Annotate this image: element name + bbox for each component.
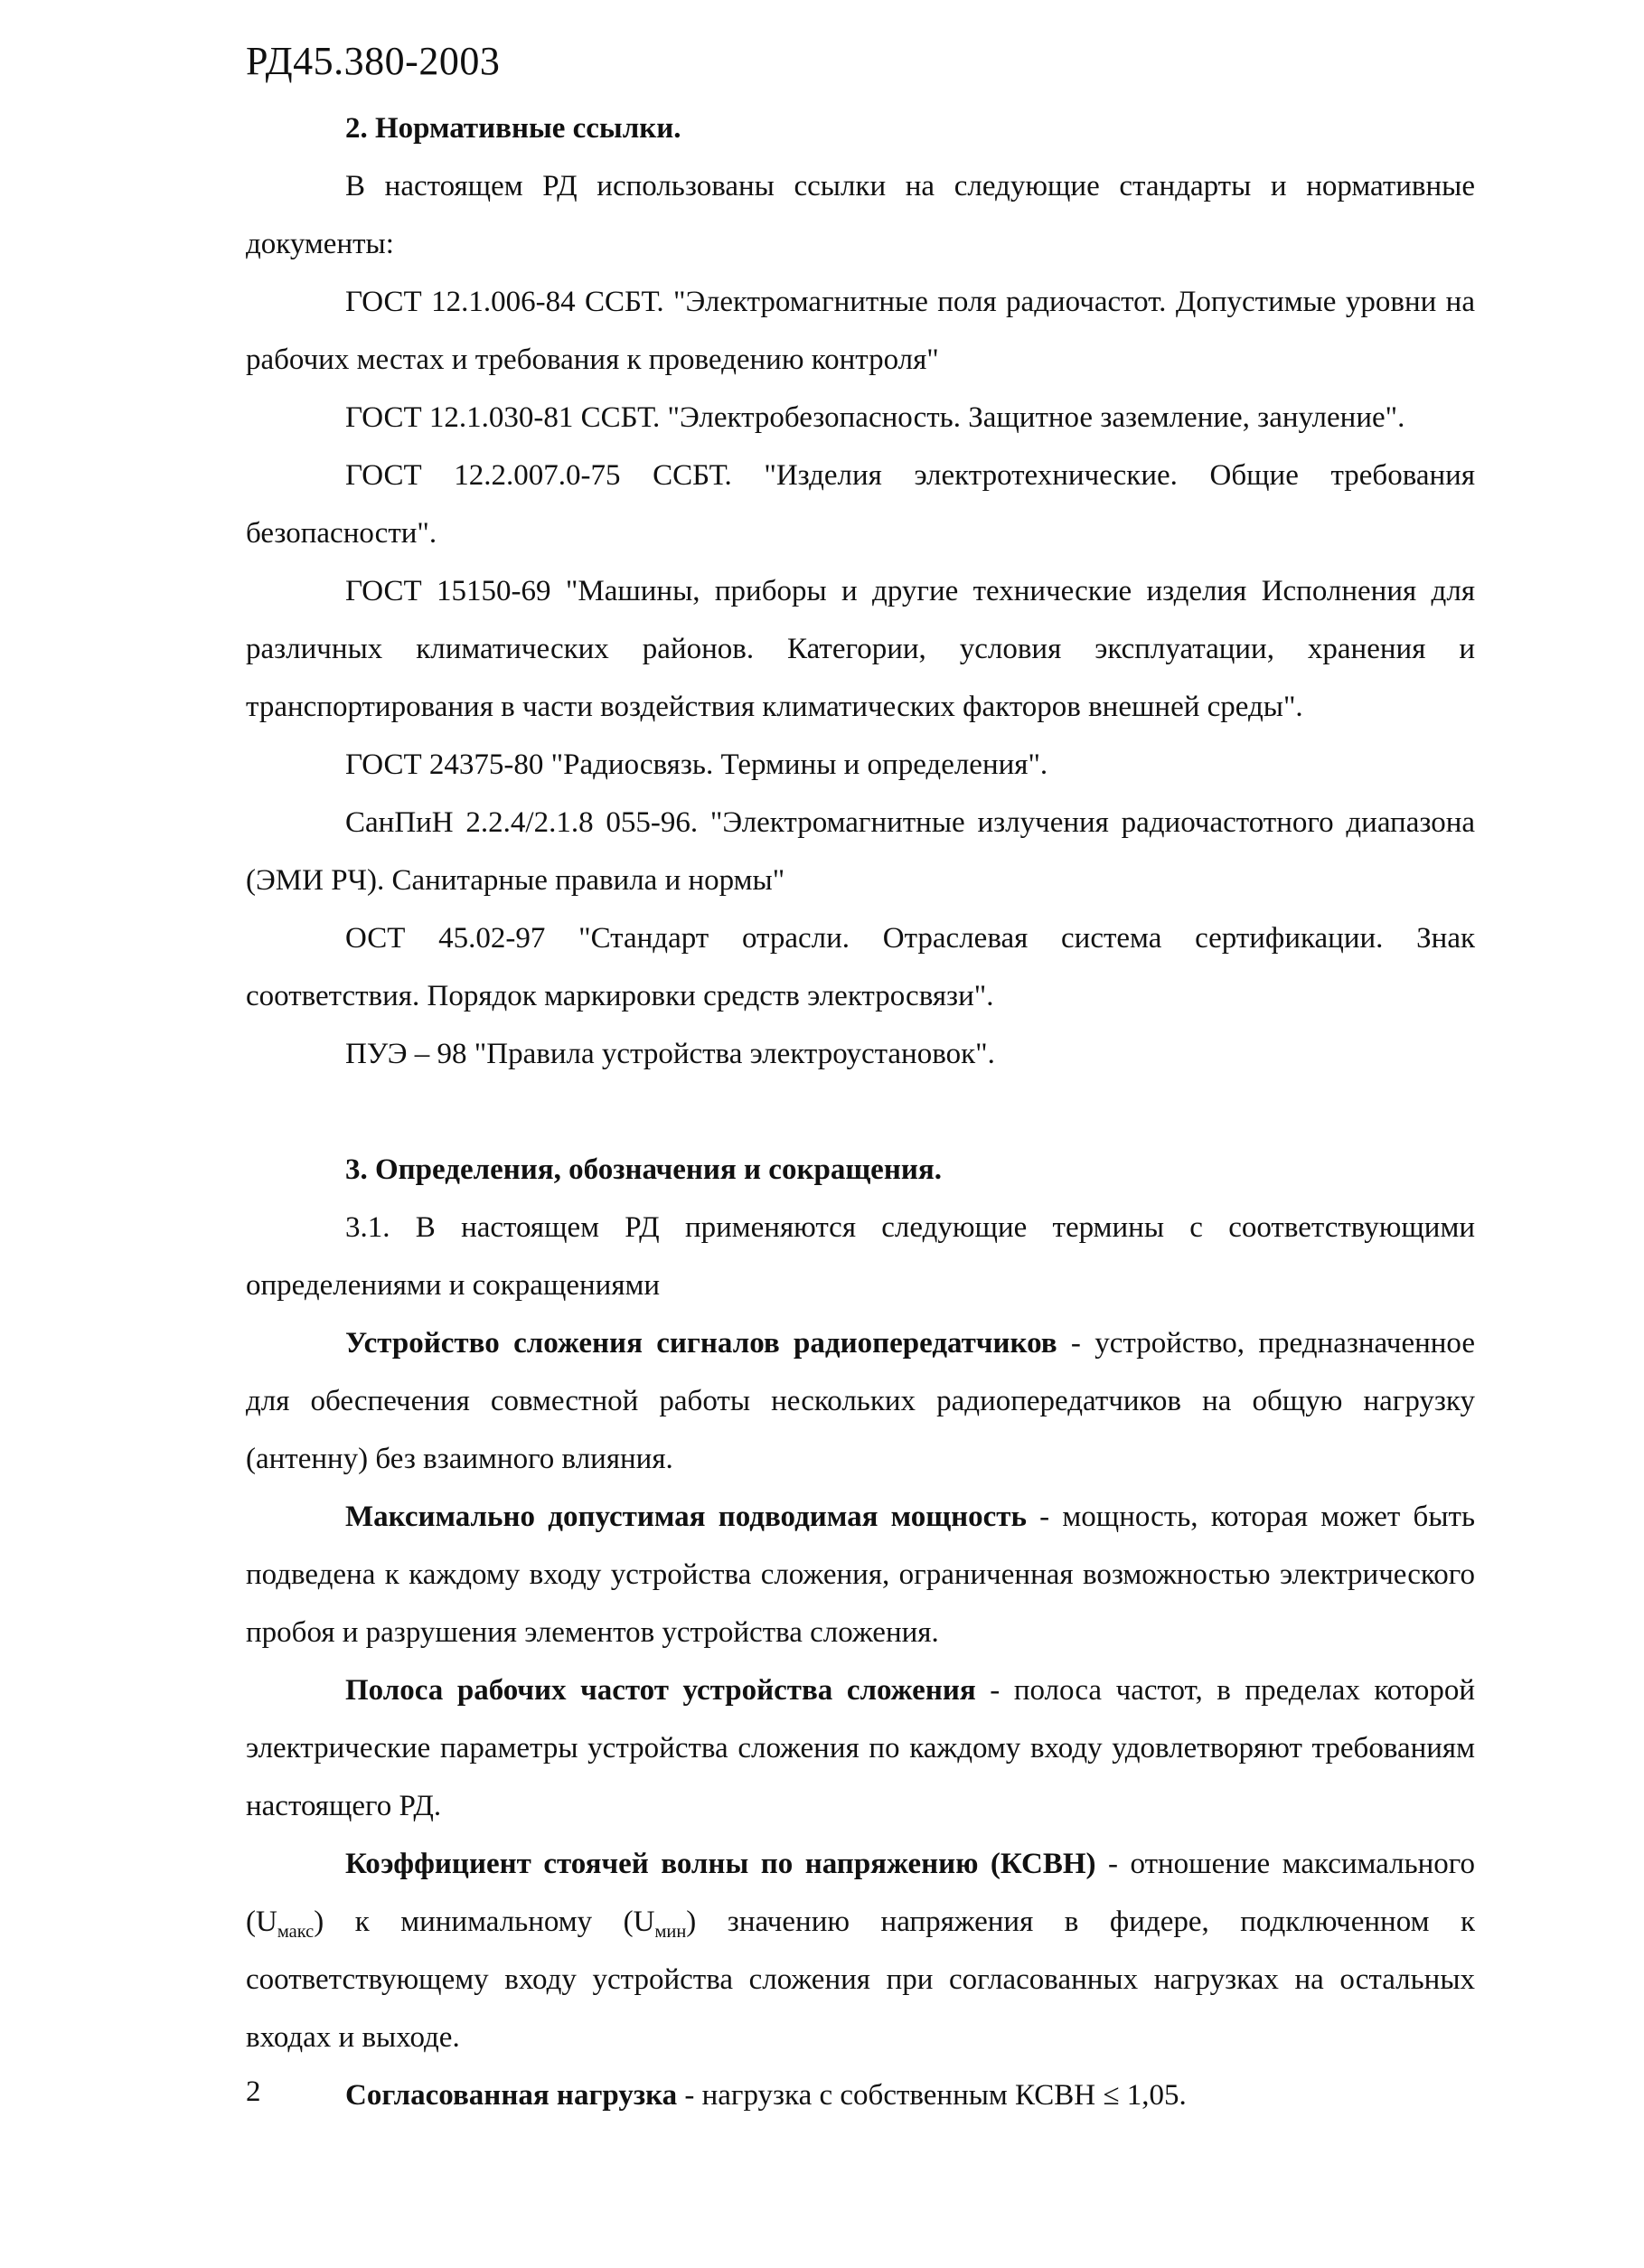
reference-item: СанПиН 2.2.4/2.1.8 055-96. "Электромагнитные излучения радиочастотного диапазона (ЭМИ РЧ). Санитарные правила и нормы" — [246, 806, 1475, 897]
definition-term: Максимально допустимая подводимая мощность — [345, 1501, 1027, 1533]
document-body — [246, 99, 1475, 2124]
reference-item: ГОСТ 24375-80 "Радиосвязь. Термины и определения". — [345, 748, 1048, 781]
section-3-intro: 3.1. В настоящем РД применяются следующие термины с соответствующими определениями и сокращениями — [246, 1211, 1475, 1302]
definition — [246, 1488, 1475, 1661]
reference-item: ОСТ 45.02-97 "Стандарт отрасли. Отраслевая система сертификации. Знак соответствия. Порядок маркировки средств электросвязи". — [246, 922, 1475, 1012]
definition-term: Полоса рабочих частот устройства сложения — [345, 1674, 976, 1707]
page-number: 2 — [246, 2075, 261, 2108]
reference-item: ГОСТ 12.1.006-84 ССБТ. "Электромагнитные поля радиочастот. Допустимые уровни на рабочих местах и требования к проведению контроля" — [246, 286, 1475, 376]
reference-item: ПУЭ – 98 "Правила устройства электроустановок". — [345, 1038, 995, 1070]
definition-text: - отношение максимального (U — [246, 1848, 1475, 1938]
section-3-title: 3. Определения, обозначения и сокращения. — [345, 1153, 942, 1186]
definition-text: - нагрузка с собственным КСВН ≤ 1,05. — [677, 2079, 1187, 2112]
definition-term: Коэффициент стоячей волны по напряжению (КСВН) — [345, 1848, 1096, 1880]
reference-item: ГОСТ 12.2.007.0-75 ССБТ. "Изделия электротехнические. Общие требования безопасности". — [246, 459, 1475, 550]
reference-item: ГОСТ 15150-69 "Машины, приборы и другие технические изделия Исполнения для различных климатических районов. Категории, условия эксплуатации, хранения и транспортирования в части воздействия климатических факторов внешней среды". — [246, 575, 1475, 723]
definition — [246, 1314, 1475, 1488]
definition-term: Согласованная нагрузка — [345, 2079, 678, 2112]
subscript-max: макс — [277, 1922, 315, 1943]
definition-term: Устройство сложения сигналов радиопередатчиков — [345, 1327, 1057, 1360]
definition-text: ) значению напряжения в фидере, подключенном к соответствующему входу устройства сложения при согласованных нагрузках на остальных входах и выходе. — [246, 1906, 1476, 2054]
definition-text: - полоса частот, в пределах которой электрические параметры устройства сложения по каждому входу удовлетворяют требованиям настоящего РД. — [246, 1674, 1475, 1822]
definition-text: ) к минимальному (U — [314, 1906, 655, 1938]
definition-text: - мощность, которая может быть подведена к каждому входу устройства сложения, ограниченная возможностью электрического пробоя и разрушения элементов устройства сложения. — [246, 1501, 1475, 1649]
reference-item: ГОСТ 12.1.030-81 ССБТ. "Электробезопасность. Защитное заземление, зануление". — [345, 401, 1405, 434]
definition-text: - устройство, предназначенное для обеспечения совместной работы нескольких радиопередатчиков на общую нагрузку (антенну) без взаимного влияния. — [246, 1327, 1475, 1475]
section-spacer — [246, 1083, 1475, 1141]
section-2-intro: В настоящем РД использованы ссылки на следующие стандарты и нормативные документы: — [246, 170, 1475, 260]
definition — [246, 2066, 1475, 2124]
definition — [246, 1661, 1475, 1835]
subscript-min: мин — [654, 1922, 687, 1943]
section-2-title: 2. Нормативные ссылки. — [345, 112, 681, 145]
document-code-header: РД45.380-2003 — [246, 39, 501, 83]
definition-ksvn — [246, 1835, 1475, 2066]
